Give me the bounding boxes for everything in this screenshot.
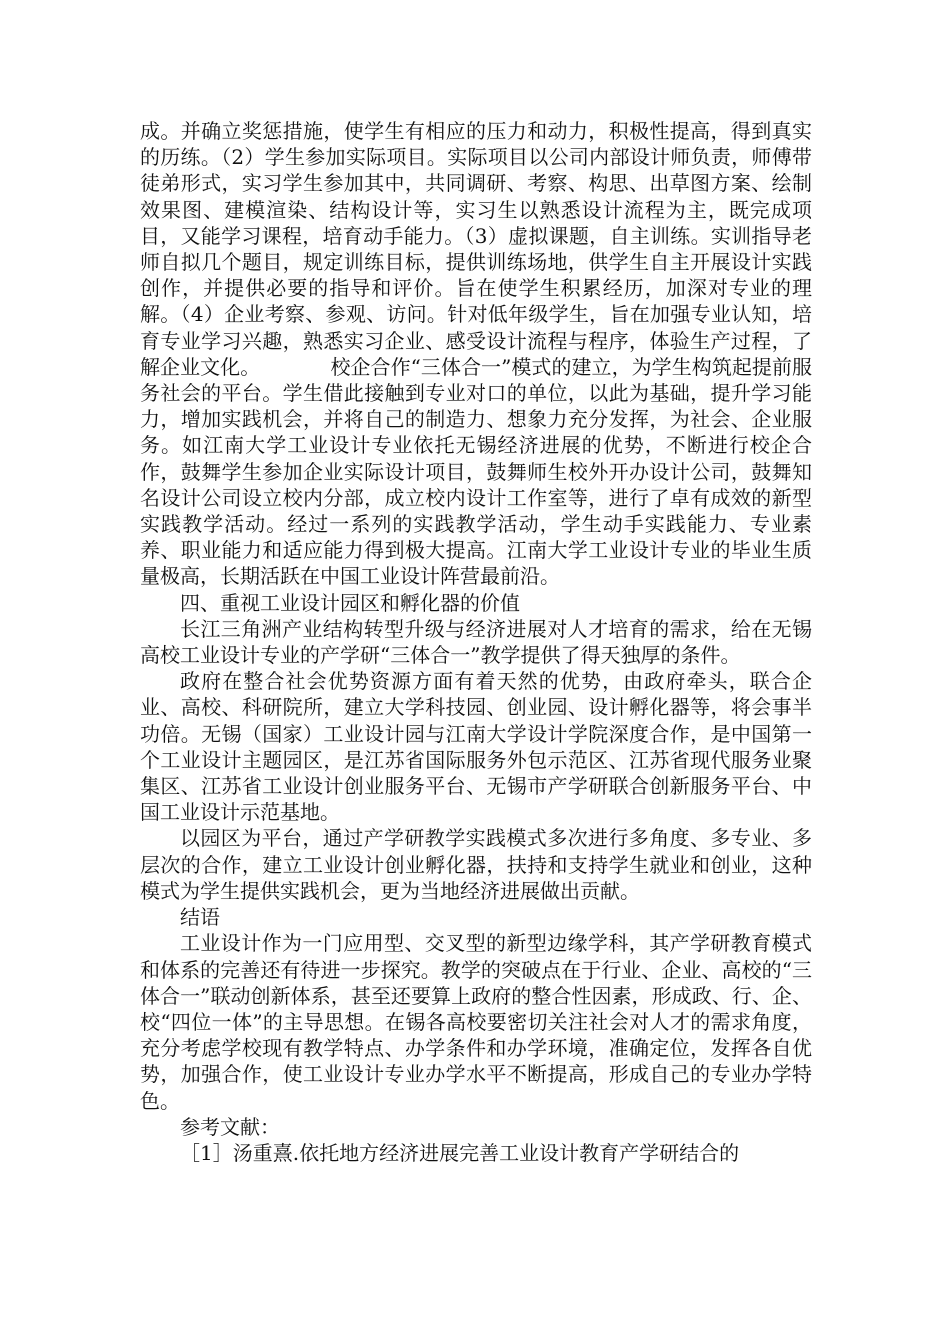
body-paragraph-continuation: 成。并确立奖惩措施，使学生有相应的压力和动力，积极性提高，得到真实的历练。（2）学生参加实际项目。实际项目以公司内部设计师负责，师傅带徒弟形式，实习学生参加其中，共同调研、考察、构思、出草图方案、绘制效果图、建模渲染、结构设计等，实习生以熟悉设计流程为主，既完成项目，又能学习课程，培育动手能力。（3）虚拟课题，自主训练。实训指导老师自拟几个题目，规定训练目标，提供训练场地，供学生自主开展设计实践创作，并提供必要的指导和评价。旨在使学生积累经历，加深对专业的理解。（4）企业考察、参观、访问。针对低年级学生，旨在加强专业认知，培育专业学习兴趣，熟悉实习企业、感受设计流程与程序，体验生产过程，了解企业文化。 校企合作“三体合一”模式的建立，为学生构筑起提前服务社会的平台。学生借此接触到专业对口的单位，以此为基础，提升学习能力，增加实践机会，并将自己的制造力、想象力充分发挥，为社会、企业服务。如江南大学工业设计专业依托无锡经济进展的优势，不断进行校企合作，鼓舞学生参加企业实际设计项目，鼓舞师生校外开办设计公司，鼓舞知名设计公司设立校内分部，成立校内设计工作室等，进行了卓有成效的新型实践教学活动。经过一系列的实践教学活动，学生动手实践能力、专业素养、职业能力和适应能力得到极大提高。江南大学工业设计专业的毕业生质量极高，长期活跃在中国工业设计阵营最前沿。 (140, 119, 812, 589)
body-paragraph: 长江三角洲产业结构转型升级与经济进展对人才培育的需求，给在无锡高校工业设计专业的产学研“三体合一”教学提供了得天独厚的条件。 (140, 616, 812, 668)
body-paragraph: 以园区为平台，通过产学研教学实践模式多次进行多角度、多专业、多层次的合作，建立工业设计创业孵化器，扶持和支持学生就业和创业，这种模式为学生提供实践机会，更为当地经济进展做出贡献。 (140, 826, 812, 903)
references-heading: 参考文献： (180, 1114, 280, 1139)
conclusion-heading: 结语 (180, 905, 220, 930)
body-paragraph: 工业设计作为一门应用型、交叉型的新型边缘学科，其产学研教育模式和体系的完善还有待进一步探究。教学的突破点在于行业、企业、高校的“三体合一”联动创新体系，甚至还要算上政府的整合性因素，形成政、行、企、校“四位一体”的主导思想。在锡各高校要密切关注社会对人才的需求角度，充分考虑学校现有教学特点、办学条件和办学环境，准确定位，发挥各自优势，加强合作，使工业设计专业办学水平不断提高，形成自己的专业办学特色。 (140, 931, 812, 1113)
document-page (140, 118, 812, 1166)
reference-item: ［1］汤重熹.依托地方经济进展完善工业设计教育产学研结合的 (180, 1140, 740, 1165)
section-heading-four: 四、重视工业设计园区和孵化器的价值 (180, 590, 520, 615)
body-paragraph: 政府在整合社会优势资源方面有着天然的优势，由政府牵头，联合企业、高校、科研院所，建立大学科技园、创业园、设计孵化器等，将会事半功倍。无锡（国家）工业设计园与江南大学设计学院深度合作，是中国第一个工业设计主题园区，是江苏省国际服务外包示范区、江苏省现代服务业聚集区、江苏省工业设计创业服务平台、无锡市产学研联合创新服务平台、中国工业设计示范基地。 (140, 669, 812, 825)
